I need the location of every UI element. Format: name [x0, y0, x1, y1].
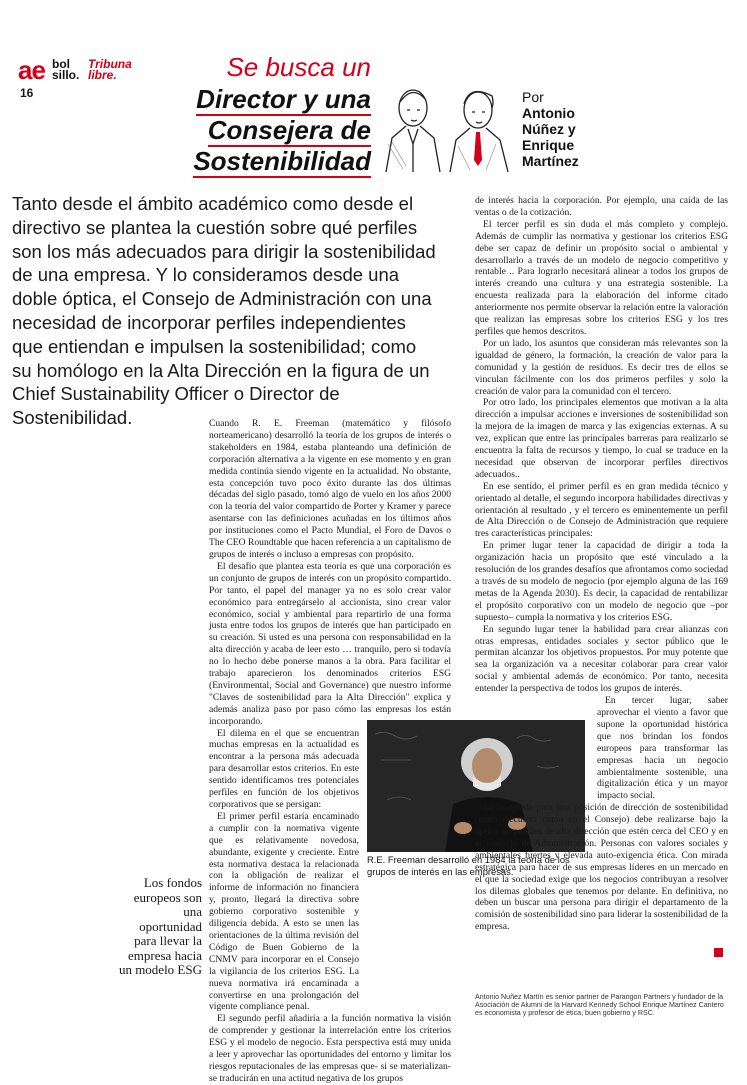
paragraph: El primer perfil estaría encaminado a cumplir con la normativa vigente que es relativamente novedosa, abundante, exigente y creciente. Entre esta normativa destaca la relacionada con la obligación de realizar el informe de información no financiera y, pronto, llegará la directiva sobre gobierno corporativo sostenible y diligencia debida. A esto se unen las orientaciones de la última revisión del Código de Buen Gobierno de la CNMV para incorporar en el Consejo la vigilancia de los criterios ESG. La nueva normativa irá encaminada a convertirse en una prolongación del vigente compliance penal.	[209, 810, 359, 1013]
authors-illustration	[378, 74, 518, 174]
byline-name-1: Antonio	[522, 105, 575, 121]
paragraph: Cuando R. E. Freeman (matemático y filósofo norteamericano) desarrolló la teoría de los grupos de interés o stakeholders en 1984, estaba planteando una definición de corporación alternativa a la vigente en ese momento y en gran medida continúa siendo vigente en la actualidad. No obstante, esta concepción tuvo poco éxito durante las dos últimas décadas del siglo pasado, tomó algo de vuelo en los años 2000 con la teoría del valor compartido de Porter y Kramer y parece asentarse con las definiciones acuñadas en los últimos años por instituciones como el Pacto Mundial, el Foro de Davos o The CEO Roundtable que hacen referencia a un capitalismo de grupos de interés o incluso a empresas con propósito.	[209, 418, 451, 560]
paragraph: El dilema en el que se encuentran muchas empresas en la actualidad es encontrar a la persona más adecuada para desarrollar estos criterios. En este sentido identificamos tres potenciales perfiles en función de los objetivos corporativos que se persigan:	[209, 727, 359, 810]
byline	[522, 89, 579, 169]
paragraph: En primer lugar tener la capacidad de dirigir a toda la organización hacia un propósito que esté vinculado a la resolución de los grandes desafíos que afrontamos como sociedad a través de su modelo de negocio (por ejemplo alguna de las 169 metas de la Agenda 2030). Es decir, la capacidad de rentabilizar el propósito corporativo con un modelo de negocio que –por supuesto– cumpla la normativa y los criterios ESG.	[475, 540, 728, 623]
paragraph: Por otro lado, los principales elementos que motivan a la alta dirección a impulsar acciones e inversiones de sostenibilidad son la mejora de la imagen de marca y las exigencias externas. A su vez, explican que entre las principales barreras para realizarlo se encuentra la falta de recursos y tiempo, lo cual se traduce en la necesidad que observan de incorporar perfiles directivos adecuados..	[475, 397, 728, 480]
paragraph: de interés hacia la corporación. Por ejemplo, una caída de las ventas o de la cotización.	[475, 195, 728, 218]
byline-name-4: Martínez	[522, 153, 579, 169]
author-bio: Antonio Nuñez Martín es senior partner de Parangon Partners y fundador de la Asociación de Alumni de la Harvard Kennedy School Enrique Martínez Cantero es economista y profesor de ética, buen gobierno y RSC.	[475, 993, 724, 1018]
page-number: 16	[20, 86, 34, 100]
headline-kicker: Se busca un	[226, 52, 371, 82]
paragraph: En ese sentido, el primer perfil es en gran medida técnico y orientado al detalle, el segundo incorpora habilidades directivas y orientación al resultado , y el tercero es eminentemente un perfil de Alta Dirección o de Consejo de Administración que requiere tres características principales:	[475, 480, 728, 540]
headline-line-2: Director y una	[196, 84, 371, 114]
byline-por: Por	[522, 89, 544, 105]
paragraph: En segundo lugar tener la habilidad para crear alianzas con otras empresas, entidades sociales y sector público que le permitan alcanzar los objetivos propuestos. Por muy potente que sea la organización va a necesitar colaborar para crear valor social y ambiental además de económico. Por tanto, necesita entender la perspectiva de todos los grupos de interés.	[475, 623, 728, 695]
lead-paragraph: Tanto desde el ámbito académico como desde el directivo se plantea la cuestión sobre qué perfiles son los más adecuados para dirigir la sostenibilidad de una empresa. Y lo consideramos desde una doble óptica, el Consejo de Administración con una necesidad de incorporar perfiles independientes que entiendan e impulsen la sostenibilidad; como su homólogo en la Alta Dirección en la figura de un Chief Sustainability Officer o Director de Sostenibilidad.	[12, 193, 436, 429]
paragraph: Por un lado, los asuntos que consideran más relevantes son la igualdad de género, la formación, la creación de valor para la comunidad y la gestión de residuos. Es decir tres de ellos se vinculan fácilmente con los dos primeros perfiles y solo la creación de valor para la comunidad con el tercero.	[475, 337, 728, 397]
end-of-article-mark	[714, 948, 723, 957]
paragraph: El desafío que plantea esta teoría es que una corporación es un conjunto de grupos de interés con un propósito compartido. Por tanto, el papel del manager ya no es solo crear valor económico para entregárselo al accionista, sino crear valor económico, social y ambiental para repartirlo de una forma justa entre todos los grupos de interés que han participado en su creación. Si usted es una persona con responsabilidad en la alta dirección y acaba de leer esto … tranquilo, pero si todavía no lo hecho debe ponerse manos a la obra. Para facilitar el trabajo aparecieron los denominados criterios ESG (Environmental, Social and Governance) que nuestro informe "Claves de sostenibilidad para la Alta Dirección" explica y además analiza paso por paso cómo las empresas los están incorporando.	[209, 560, 451, 727]
pull-quote: Los fondos europeos son una oportunidad para llevar la empresa hacia un modelo ESG	[118, 875, 202, 977]
photo-caption: R.E. Freeman desarrolló en 1984 la teoría de los grupos de interés en las empresas.	[367, 854, 570, 877]
paragraph: La búsqueda para una posición de dirección de sostenibilidad (tanto ejecutiva como en el Consejo) debe realizarse bajo la óptica de perfiles de alta dirección que estén cerca del CEO y en el Consejo de Administración. Personas con valores sociales y ambientales fuertes y elevada auto-exigencia ética. Con mirada estratégica para hacer de sus empresas líderes en un mercado en el que la sociedad exige que los negocios contribuyan a resolver los dilemas globales que tenemos por delante. En definitiva, no deben un buscar una persona para dirigir el departamento de la comisión de sostenibilidad sino para liderar la sostenibilidad de la empresa.	[475, 802, 728, 933]
logo-mark: ae	[18, 55, 45, 85]
headline-line-4: Sostenibilidad	[193, 146, 371, 176]
headline-line-3: Consejera de	[207, 115, 371, 145]
logo-bolsillo: bol sillo.	[52, 57, 80, 82]
byline-name-3: Enrique	[522, 137, 575, 153]
logo-tribuna: Tribuna libre.	[88, 57, 132, 82]
paragraph: En tercer lugar, saber aprovechar el viento a favor que supone la oportunidad histórica que nos brindan los fondos europeos para transformar las empresas hacia un negocio ambientalmente sostenible, una digitalización ética y un mayor impacto social.	[597, 695, 728, 802]
publication-logo	[18, 55, 132, 85]
body-column-right	[475, 195, 728, 933]
paragraph: El segundo perfil añadiría a la función normativa la visión de comprender y gestionar la interrelación entre los criterios ESG y el modelo de negocio. Esta perspectiva está muy unida a leer y aprovechar las oportunidades del entorno y limitar los riesgos reputacionales de las empresas que- si se materializan- se traducirán en una actitud negativa de los grupos	[209, 1013, 451, 1084]
paragraph: El tercer perfil es sin duda el más completo y complejo. Además de cumplir las normativa y gestionar los criterios ESG debe ser capaz de definir un propósito social o ambiental y desarrollarlo a través de un modelo de negocio competitivo y rentable .. Para lograrlo necesitará alinear a todos los grupos de interés creando una cultura y una estrategia sostenible. La encuesta realizada para la elaboración del informe citado anteriormente nos permite observar la relación entre la valoración que realizan las empresas sobre los criterios ESG y los tres perfiles que hemos descritos.	[475, 218, 728, 337]
byline-name-2: Núñez y	[522, 121, 576, 137]
